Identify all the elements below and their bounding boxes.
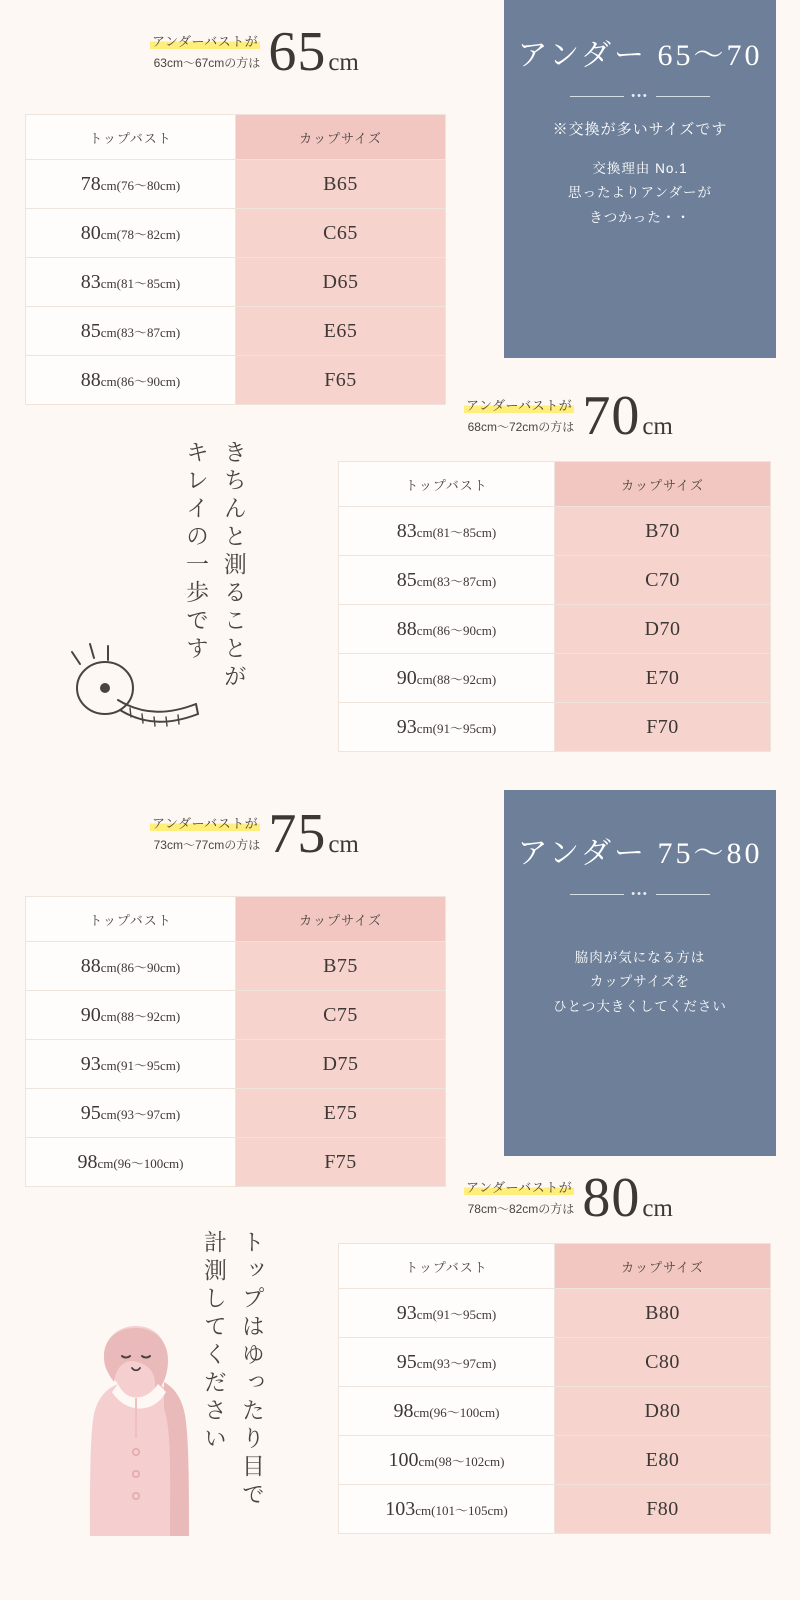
table-row [26,307,446,356]
cell-top-bust-value: 93 [396,715,417,738]
cell-top-bust [339,1436,555,1485]
cell-top-bust-unit: cm [100,177,117,193]
cell-cup-size: E70 [555,654,771,703]
column-header-top-bust: トップバスト [339,462,555,507]
note-panel-body-line1: 交換理由 No.1 [592,160,688,176]
table-row [339,1436,771,1485]
cell-top-bust-value: 90 [396,666,417,689]
cell-top-bust-value: 88 [80,368,101,391]
note-panel-body-line1: 脇肉が気になる方は [574,949,706,965]
cell-top-bust-unit: cm [416,671,433,687]
cell-cup-size: B75 [236,942,446,991]
cell-top-bust-value: 78 [80,172,101,195]
note-panel-body [553,946,727,1021]
cell-top-bust-value: 93 [396,1301,417,1324]
cell-top-bust [339,1485,555,1534]
size-heading-70-lead-line1: アンダーバストが [464,395,574,414]
size-heading-70-number [582,385,673,447]
cell-top-bust-value: 98 [393,1399,414,1422]
cell-top-bust [339,1338,555,1387]
table-header-row [26,897,446,942]
column-header-top-bust: トップバスト [26,897,236,942]
column-header-top-bust: トップバスト [26,115,236,160]
table-row [339,556,771,605]
cell-top-bust-unit: cm [416,622,433,638]
cell-top-bust [339,605,555,654]
note-panel-title-line2: 65〜70 [657,39,763,72]
note-panel-title [517,834,762,875]
note-panel-body [568,157,712,232]
cell-top-bust-range: (88〜92cm) [116,1008,181,1024]
cell-cup-size: E80 [555,1436,771,1485]
note-panel-title [517,36,762,77]
cell-cup-size: C65 [236,209,446,258]
cell-top-bust-value: 83 [80,270,101,293]
cell-top-bust-range: (93〜97cm) [116,1106,181,1122]
divider-line-left [570,96,624,97]
note-panel-body-line2: カップサイズを [589,974,691,990]
size-heading-65-value: 65 [268,21,327,83]
note-panel-divider [570,889,710,900]
table-row [26,209,446,258]
cell-top-bust-unit: cm [415,1502,432,1518]
cell-top-bust [26,160,236,209]
note-panel-title-line2: 75〜80 [657,837,763,870]
cell-top-bust-unit: cm [100,324,117,340]
divider-dots: ••• [631,89,649,102]
cell-top-bust-unit: cm [100,1008,117,1024]
column-header-cup-size: カップサイズ [555,462,771,507]
cell-cup-size: B70 [555,507,771,556]
cell-top-bust-unit: cm [100,275,117,291]
cell-top-bust [339,507,555,556]
size-heading-65-number [268,21,359,83]
cell-top-bust-range: (88〜92cm) [432,671,497,687]
cell-top-bust-range: (78〜82cm) [116,226,181,242]
cell-top-bust [339,1387,555,1436]
caption-measure-line1: きちんと測ることが [220,440,246,692]
divider-line-right [656,96,710,97]
column-header-cup-size: カップサイズ [236,897,446,942]
table-header-row [26,115,446,160]
cell-cup-size: E65 [236,307,446,356]
size-heading-65-lead-line1: アンダーバストが [150,31,260,50]
cell-top-bust-unit: cm [100,959,117,975]
divider-dots: ••• [631,887,649,900]
cell-top-bust-unit: cm [100,226,117,242]
cell-top-bust [26,307,236,356]
cell-top-bust-range: (81〜85cm) [432,524,497,540]
cell-top-bust [26,1138,236,1187]
table-row [26,160,446,209]
cell-top-bust-range: (86〜90cm) [116,959,181,975]
table-row [26,1089,446,1138]
size-heading-80-value: 80 [582,1167,641,1229]
cell-top-bust-value: 88 [396,617,417,640]
cell-top-bust-range: (96〜100cm) [429,1404,500,1420]
cell-cup-size: D80 [555,1387,771,1436]
cell-top-bust-range: (86〜90cm) [432,622,497,638]
cell-top-bust-unit: cm [416,524,433,540]
table-row [26,1138,446,1187]
cell-top-bust [339,703,555,752]
column-header-top-bust: トップバスト [339,1244,555,1289]
size-heading-75-lead [150,813,268,859]
cell-top-bust-unit: cm [100,1057,117,1073]
cell-top-bust-value: 85 [396,568,417,591]
cell-cup-size: F80 [555,1485,771,1534]
size-heading-70-unit: cm [642,413,673,440]
cell-top-bust [26,1089,236,1138]
divider-line-left [570,894,624,895]
cell-top-bust-range: (91〜95cm) [432,1306,497,1322]
table-row [339,1387,771,1436]
cell-top-bust-unit: cm [97,1155,114,1171]
cell-cup-size: C75 [236,991,446,1040]
cell-top-bust-unit: cm [100,1106,117,1122]
cell-top-bust-range: (81〜85cm) [116,275,181,291]
note-panel-body-line3: きつかった・・ [589,210,691,226]
cell-top-bust [26,942,236,991]
size-heading-80-unit: cm [642,1195,673,1222]
cell-top-bust-unit: cm [100,373,117,389]
cell-top-bust-unit: cm [416,1355,433,1371]
cell-top-bust-range: (98〜102cm) [434,1453,505,1469]
cell-top-bust-value: 85 [80,319,101,342]
cell-cup-size: D70 [555,605,771,654]
size-heading-80-lead [464,1177,582,1223]
cell-top-bust-range: (83〜87cm) [432,573,497,589]
table-row [26,942,446,991]
note-panel-under-65-70 [504,0,776,358]
table-row [26,356,446,405]
woman-illustration [46,1322,214,1552]
size-heading-70-lead [464,395,582,441]
size-heading-75-value: 75 [268,803,327,865]
cell-top-bust-range: (91〜95cm) [116,1057,181,1073]
cell-top-bust-value: 83 [396,519,417,542]
cell-top-bust-range: (86〜90cm) [116,373,181,389]
cell-cup-size: F75 [236,1138,446,1187]
size-table-70 [338,461,771,752]
size-heading-75-number [268,803,359,865]
cell-top-bust [339,556,555,605]
table-row [26,1040,446,1089]
size-heading-75-lead-line2: 73cm〜77cmの方は [153,838,261,853]
cell-cup-size: D75 [236,1040,446,1089]
table-row [339,654,771,703]
cell-top-bust-value: 88 [80,954,101,977]
size-heading-70-value: 70 [582,385,641,447]
cell-top-bust [26,209,236,258]
cell-top-bust-unit: cm [416,720,433,736]
note-panel-body-line3: ひとつ大きくしてください [553,999,727,1015]
cell-cup-size: B65 [236,160,446,209]
size-heading-75-lead-line1: アンダーバストが [150,813,260,832]
caption-top-bust-line2: 計測してください [200,1230,226,1454]
cell-top-bust [26,991,236,1040]
caption-measure-line2: キレイの一歩です [182,440,208,664]
note-panel-body-line2: 思ったよりアンダーが [568,185,712,201]
divider-line-right [656,894,710,895]
note-panel-warning: ※交換が多いサイズです [552,120,728,138]
note-panel-divider [570,91,710,102]
cell-top-bust-range: (101〜105cm) [431,1502,508,1518]
size-heading-70 [464,385,673,447]
cell-top-bust [26,356,236,405]
cell-top-bust-value: 98 [77,1150,98,1173]
size-table-75 [25,896,446,1187]
cell-top-bust-unit: cm [416,573,433,589]
cell-top-bust-value: 103 [385,1497,416,1520]
size-heading-80-lead-line2: 78cm〜82cmの方は [467,1202,575,1217]
cell-top-bust-value: 95 [396,1350,417,1373]
column-header-cup-size: カップサイズ [236,115,446,160]
cell-top-bust-unit: cm [416,1306,433,1322]
size-heading-65-lead [150,31,268,77]
cell-cup-size: C70 [555,556,771,605]
size-heading-80 [464,1167,673,1229]
table-row [339,703,771,752]
cell-top-bust [26,1040,236,1089]
cell-top-bust [339,1289,555,1338]
cell-top-bust-value: 100 [388,1448,419,1471]
cell-cup-size: E75 [236,1089,446,1138]
cell-top-bust-range: (93〜97cm) [432,1355,497,1371]
size-heading-75-unit: cm [328,831,359,858]
table-row [339,1289,771,1338]
table-row [339,1485,771,1534]
size-heading-70-lead-line2: 68cm〜72cmの方は [467,420,575,435]
cell-top-bust-value: 93 [80,1052,101,1075]
caption-top-bust-line1: トップはゆったり目で [238,1230,264,1510]
size-heading-75 [150,803,359,865]
cell-cup-size: F65 [236,356,446,405]
cell-top-bust-range: (96〜100cm) [113,1155,184,1171]
measuring-tape-icon [60,640,220,740]
cell-top-bust-unit: cm [413,1404,430,1420]
cell-cup-size: C80 [555,1338,771,1387]
cell-cup-size: F70 [555,703,771,752]
cell-top-bust-value: 90 [80,1003,101,1026]
cell-top-bust-range: (91〜95cm) [432,720,497,736]
cell-cup-size: D65 [236,258,446,307]
table-row [26,258,446,307]
size-table-80 [338,1243,771,1534]
size-heading-65 [150,21,359,83]
note-panel-title-line1: アンダー [517,837,648,870]
note-panel-title-line1: アンダー [517,39,648,72]
size-table-65 [25,114,446,405]
cell-top-bust [339,654,555,703]
cell-cup-size: B80 [555,1289,771,1338]
size-heading-65-unit: cm [328,49,359,76]
table-row [339,1338,771,1387]
cell-top-bust-unit: cm [418,1453,435,1469]
cell-top-bust-range: (83〜87cm) [116,324,181,340]
table-header-row [339,1244,771,1289]
size-heading-65-lead-line2: 63cm〜67cmの方は [153,56,261,71]
table-row [339,605,771,654]
note-panel-under-75-80 [504,790,776,1156]
table-row [26,991,446,1040]
cell-top-bust-range: (76〜80cm) [116,177,181,193]
size-heading-80-lead-line1: アンダーバストが [464,1177,574,1196]
table-header-row [339,462,771,507]
cell-top-bust-value: 80 [80,221,101,244]
table-row [339,507,771,556]
cell-top-bust [26,258,236,307]
cell-top-bust-value: 95 [80,1101,101,1124]
column-header-cup-size: カップサイズ [555,1244,771,1289]
size-heading-80-number [582,1167,673,1229]
